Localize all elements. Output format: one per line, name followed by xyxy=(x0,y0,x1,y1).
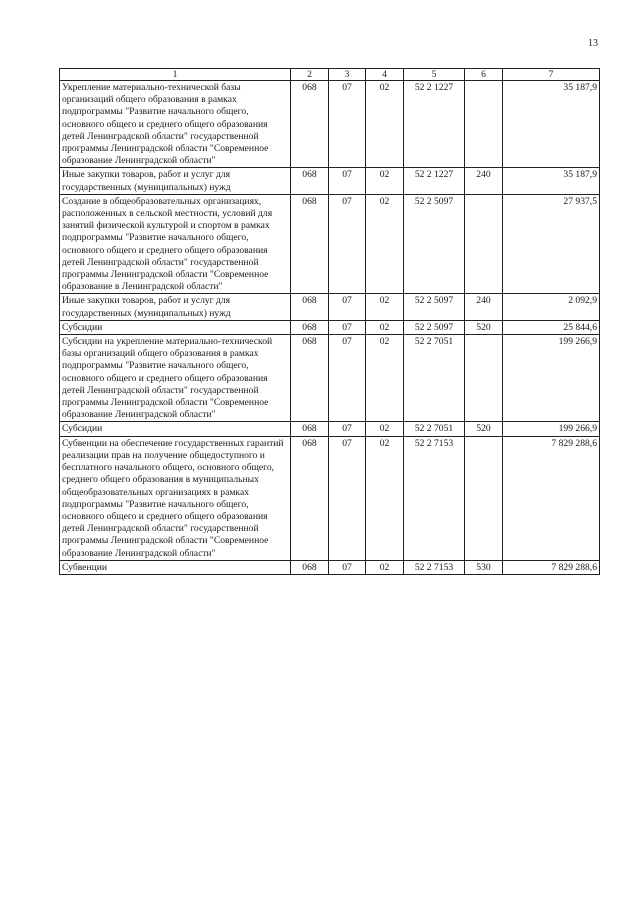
row-expense-type xyxy=(465,194,503,294)
row-subsection: 02 xyxy=(366,81,404,168)
table-row xyxy=(60,81,600,168)
row-expense-type: 240 xyxy=(465,168,503,194)
row-subsection: 02 xyxy=(366,168,404,194)
row-expense-type: 520 xyxy=(465,320,503,334)
row-ministry-code: 068 xyxy=(291,81,329,168)
table-row xyxy=(60,335,600,422)
row-subsection: 02 xyxy=(366,422,404,436)
row-target-article: 52 2 7051 xyxy=(404,422,465,436)
header-col-5: 5 xyxy=(404,69,465,81)
row-expense-type: 520 xyxy=(465,422,503,436)
header-col-1: 1 xyxy=(60,69,291,81)
row-amount: 27 937,5 xyxy=(503,194,600,294)
row-amount: 35 187,9 xyxy=(503,168,600,194)
row-description: Иные закупки товаров, работ и услуг для государственных (муниципальных) нужд xyxy=(60,294,291,320)
table-row xyxy=(60,194,600,294)
table-row xyxy=(60,422,600,436)
header-col-7: 7 xyxy=(503,69,600,81)
row-section: 07 xyxy=(329,335,366,422)
row-expense-type: 530 xyxy=(465,560,503,574)
row-section: 07 xyxy=(329,81,366,168)
row-section: 07 xyxy=(329,436,366,560)
row-ministry-code: 068 xyxy=(291,320,329,334)
row-description: Создание в общеобразовательных организациях, расположенных в сельской местности, условий для занятий физической культурой и спортом в рамках подпрограммы "Развитие начального общего, основного общего и среднего общего образования детей Ленинградской области" государственной программы Ленинградской области "Современное образование в Ленинградской области" xyxy=(60,194,291,294)
header-col-3: 3 xyxy=(329,69,366,81)
page-number: 13 xyxy=(588,38,598,49)
budget-table xyxy=(59,68,600,575)
row-description: Укрепление материально-технической базы организаций общего образования в рамках подпрограммы "Развитие начального общего, основного общего и среднего общего образования детей Ленинградской области" государственной программы Ленинградской области "Современное образование Ленинградской области" xyxy=(60,81,291,168)
row-target-article: 52 2 7051 xyxy=(404,335,465,422)
row-expense-type xyxy=(465,335,503,422)
row-ministry-code: 068 xyxy=(291,335,329,422)
row-section: 07 xyxy=(329,294,366,320)
row-amount: 2 092,9 xyxy=(503,294,600,320)
row-description: Иные закупки товаров, работ и услуг для государственных (муниципальных) нужд xyxy=(60,168,291,194)
row-section: 07 xyxy=(329,560,366,574)
row-ministry-code: 068 xyxy=(291,436,329,560)
table-row xyxy=(60,320,600,334)
row-ministry-code: 068 xyxy=(291,168,329,194)
row-subsection: 02 xyxy=(366,294,404,320)
row-amount: 199 266,9 xyxy=(503,422,600,436)
row-ministry-code: 068 xyxy=(291,560,329,574)
row-target-article: 52 2 1227 xyxy=(404,168,465,194)
row-target-article: 52 2 5097 xyxy=(404,320,465,334)
row-amount: 35 187,9 xyxy=(503,81,600,168)
row-description: Субсидии xyxy=(60,422,291,436)
row-description: Субсидии на укрепление материально-технической базы организаций общего образования в рамках подпрограммы "Развитие начального общего, основного общего и среднего общего образования детей Ленинградской области" государственной программы Ленинградской области "Современное образование Ленинградской области" xyxy=(60,335,291,422)
row-target-article: 52 2 7153 xyxy=(404,560,465,574)
row-subsection: 02 xyxy=(366,320,404,334)
row-section: 07 xyxy=(329,168,366,194)
row-amount: 199 266,9 xyxy=(503,335,600,422)
row-subsection: 02 xyxy=(366,194,404,294)
table-header-row xyxy=(60,69,600,81)
row-ministry-code: 068 xyxy=(291,294,329,320)
row-ministry-code: 068 xyxy=(291,422,329,436)
row-target-article: 52 2 7153 xyxy=(404,436,465,560)
row-description: Субвенции xyxy=(60,560,291,574)
table-row xyxy=(60,294,600,320)
row-subsection: 02 xyxy=(366,436,404,560)
row-ministry-code: 068 xyxy=(291,194,329,294)
row-amount: 25 844,6 xyxy=(503,320,600,334)
table-row xyxy=(60,168,600,194)
row-target-article: 52 2 1227 xyxy=(404,81,465,168)
table-row xyxy=(60,436,600,560)
table-row xyxy=(60,560,600,574)
row-amount: 7 829 288,6 xyxy=(503,560,600,574)
row-expense-type xyxy=(465,81,503,168)
row-expense-type xyxy=(465,436,503,560)
row-target-article: 52 2 5097 xyxy=(404,294,465,320)
row-description: Субсидии xyxy=(60,320,291,334)
row-target-article: 52 2 5097 xyxy=(404,194,465,294)
header-col-4: 4 xyxy=(366,69,404,81)
row-expense-type: 240 xyxy=(465,294,503,320)
row-amount: 7 829 288,6 xyxy=(503,436,600,560)
row-section: 07 xyxy=(329,422,366,436)
row-section: 07 xyxy=(329,194,366,294)
row-subsection: 02 xyxy=(366,335,404,422)
header-col-2: 2 xyxy=(291,69,329,81)
row-section: 07 xyxy=(329,320,366,334)
header-col-6: 6 xyxy=(465,69,503,81)
row-description: Субвенции на обеспечение государственных гарантий реализации прав на получение общедоступного и бесплатного начального общего, основного общего, среднего общего образования в муниципальных общеобразовательных организациях в рамках подпрограммы "Развитие начального общего, основного общего и среднего общего образования детей Ленинградской области" государственной программы Ленинградской области "Современное образование Ленинградской области" xyxy=(60,436,291,560)
row-subsection: 02 xyxy=(366,560,404,574)
